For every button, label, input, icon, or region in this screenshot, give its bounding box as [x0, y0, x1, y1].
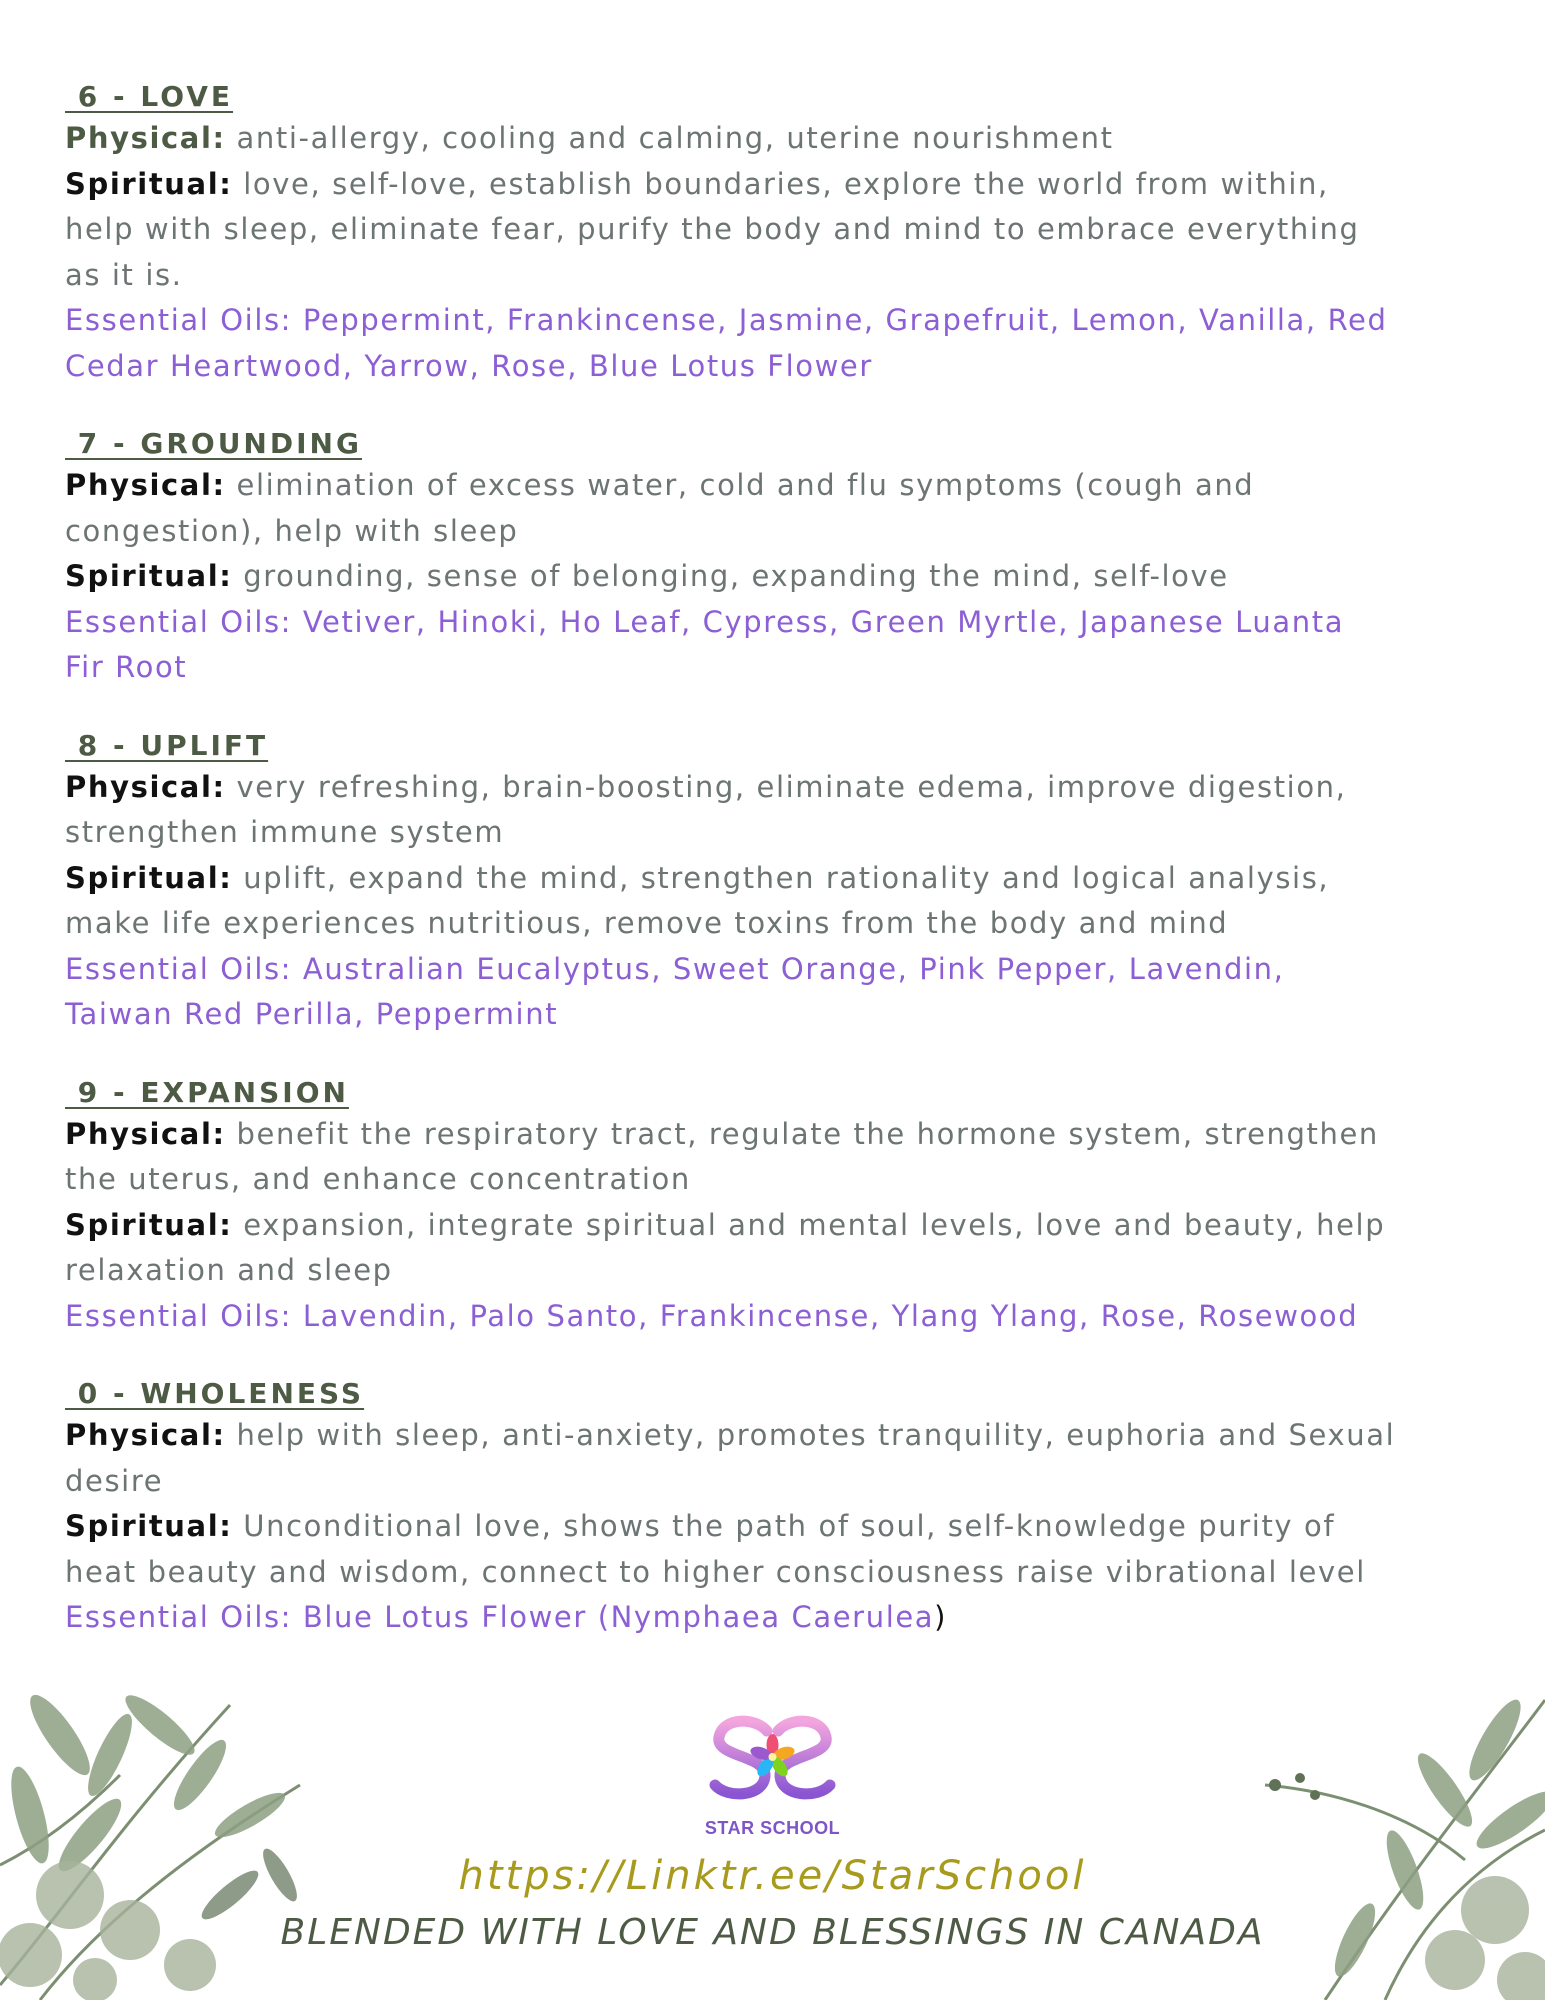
spiritual-label: Spiritual: — [65, 166, 233, 201]
essential-oils-text: Essential Oils: Vetiver, Hinoki, Ho Leaf, Cypress, Green Myrtle, Japanese Luanta — [65, 604, 1345, 639]
tagline: BLENDED WITH LOVE AND BLESSINGS IN CANADA — [280, 1912, 1265, 1953]
spiritual-text: make life experiences nutritious, remove toxins from the body and mind — [65, 906, 1229, 940]
section-expansion — [65, 1074, 1505, 1340]
essential-oils-text: Fir Root — [65, 650, 188, 684]
section-uplift — [65, 727, 1505, 1038]
section-grounding — [65, 425, 1505, 691]
physical-label: Physical: — [65, 1116, 226, 1151]
section-heading: 7 - GROUNDING — [65, 427, 362, 460]
spiritual-text: grounding, sense of belonging, expanding the mind, self-love — [232, 559, 1229, 593]
spiritual-text: Unconditional love, shows the path of soul, self-knowledge purity of — [232, 1509, 1336, 1543]
spiritual-text: love, self-love, establish boundaries, explore the world from within, — [232, 166, 1329, 201]
essential-oils-text: Cedar Heartwood, Yarrow, Rose, Blue Lotus Flower — [65, 348, 873, 383]
spiritual-label: Spiritual: — [65, 860, 233, 895]
physical-label: Physical: — [65, 769, 226, 804]
logo-wordmark: STAR SCHOOL — [704, 1818, 841, 1838]
essential-oils-text: Essential Oils: Lavendin, Palo Santo, Frankincense, Ylang Ylang, Rose, Rosewood — [65, 1298, 1359, 1333]
document-body — [65, 78, 1505, 1677]
closing-parenthesis: ) — [934, 1600, 948, 1634]
section-love — [65, 78, 1505, 389]
physical-text: the uterus, and enhance concentration — [65, 1162, 691, 1196]
essential-oils-text: Taiwan Red Perilla, Peppermint — [65, 997, 559, 1031]
essential-oils-text: Essential Oils: Peppermint, Frankincense, Jasmine, Grapefruit, Lemon, Vanilla, Red — [65, 303, 1388, 337]
physical-text: strengthen immune system — [65, 815, 505, 849]
spiritual-text: as it is. — [65, 257, 183, 292]
spiritual-text: uplift, expand the mind, strengthen rationality and logical analysis, — [232, 860, 1330, 895]
physical-text: congestion), help with sleep — [65, 513, 519, 548]
spiritual-text: heat beauty and wisdom, connect to higher consciousness raise vibrational level — [65, 1554, 1366, 1589]
physical-text: very refreshing, brain-boosting, eliminate edema, improve digestion, — [225, 769, 1347, 804]
section-heading: 8 - UPLIFT — [65, 728, 269, 762]
star-school-logo — [705, 1715, 840, 1805]
spiritual-text: help with sleep, eliminate fear, purify the body and mind to embrace everything — [65, 212, 1360, 246]
linktree-link[interactable]: https://Linktr.ee/StarSchool — [458, 1853, 1087, 1899]
essential-oils-text: Essential Oils: Australian Eucalyptus, Sweet Orange, Pink Pepper, Lavendin, — [65, 951, 1285, 986]
section-heading: 9 - EXPANSION — [65, 1075, 349, 1109]
physical-text: help with sleep, anti-anxiety, promotes tranquility, euphoria and Sexual — [225, 1418, 1396, 1452]
section-heading: 6 - LOVE — [65, 80, 234, 113]
spiritual-text: expansion, integrate spiritual and mental levels, love and beauty, help — [232, 1207, 1386, 1242]
spiritual-label: Spiritual: — [65, 1509, 233, 1543]
spiritual-label: Spiritual: — [65, 559, 233, 593]
physical-text: anti-allergy, cooling and calming, uterine nourishment — [225, 121, 1114, 155]
section-heading: 0 - WHOLENESS — [65, 1377, 365, 1410]
spiritual-label: Spiritual: — [65, 1207, 233, 1242]
physical-text: desire — [65, 1463, 164, 1498]
essential-oils-text: Essential Oils: Blue Lotus Flower (Nymphaea Caerulea — [65, 1600, 935, 1634]
physical-text: elimination of excess water, cold and flu symptoms (cough and — [225, 468, 1255, 502]
physical-text: benefit the respiratory tract, regulate the hormone system, strengthen — [225, 1116, 1379, 1151]
physical-label: Physical: — [65, 1418, 226, 1452]
spiritual-text: relaxation and sleep — [65, 1253, 393, 1287]
physical-label: Physical: — [65, 468, 226, 502]
section-wholeness — [65, 1375, 1505, 1641]
physical-label: Physical: — [65, 121, 226, 155]
